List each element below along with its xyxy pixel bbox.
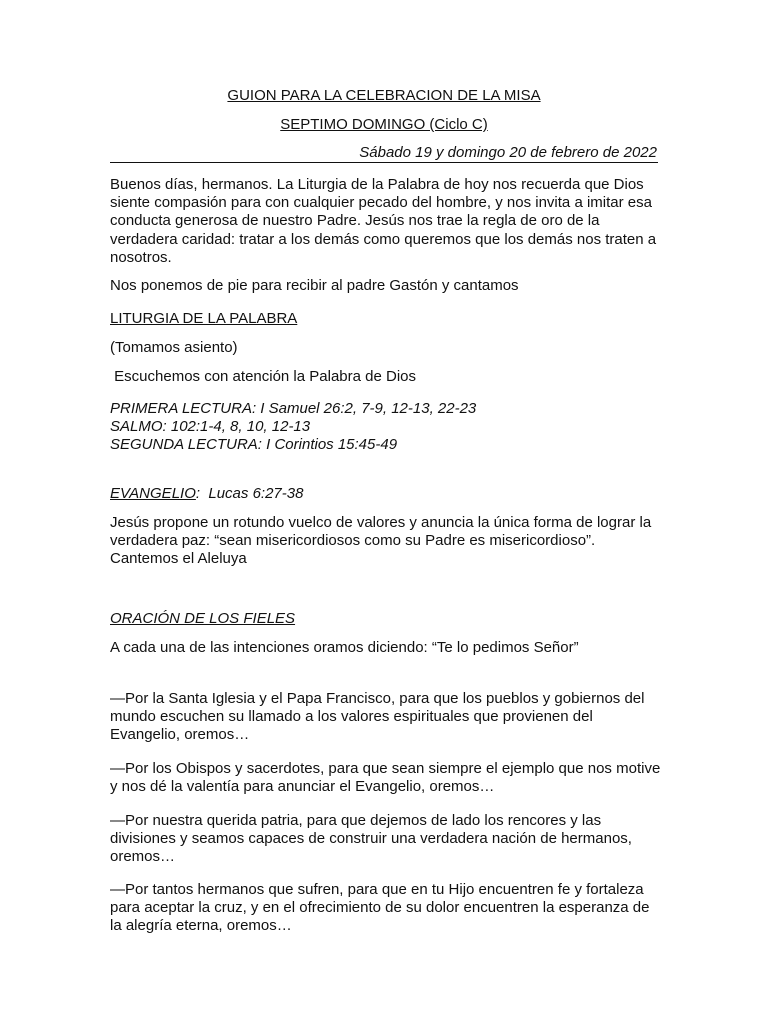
seated-instruction: (Tomamos asiento) — [110, 339, 238, 356]
prayer-intention-2: —Por los Obispos y sacerdotes, para que sean siempre el ejemplo que nos motive y nos dé la valentía para anunciar el Evangelio, oremos… — [110, 760, 661, 796]
prayers-response: A cada una de las intenciones oramos diciendo: “Te lo pedimos Señor” — [110, 639, 579, 656]
listen-instruction: Escuchemos con atención la Palabra de Dios — [110, 368, 417, 385]
header-divider — [110, 162, 658, 163]
prayers-heading: ORACIÓN DE LOS FIELES — [110, 610, 296, 627]
second-reading: SEGUNDA LECTURA: I Corintios 15:45-49 — [110, 436, 398, 453]
entrance-paragraph: Nos ponemos de pie para recibir al padre Gastón y cantamos — [110, 277, 519, 294]
first-reading: PRIMERA LECTURA: I Samuel 26:2, 7-9, 12-13, 22-23 — [110, 400, 477, 417]
gospel-label: EVANGELIO — [110, 485, 196, 502]
document-title: GUION PARA LA CELEBRACION DE LA MISA — [227, 87, 541, 104]
gospel-reference: : Lucas 6:27-38 — [195, 485, 304, 502]
liturgy-heading: LITURGIA DE LA PALABRA — [110, 310, 298, 327]
gospel-intro-paragraph: Jesús propone un rotundo vuelco de valores y anuncia la única forma de lograr la verdadera paz: “sean misericordiosos como su Padre es misericordioso”. Cantemos el Aleluya — [110, 514, 652, 568]
psalm: SALMO: 102:1-4, 8, 10, 12-13 — [110, 418, 311, 435]
celebration-date: Sábado 19 y domingo 20 de febrero de 2022 — [359, 144, 657, 161]
prayer-intention-3: —Por nuestra querida patria, para que dejemos de lado los rencores y las divisiones y seamos capaces de construir una verdadera nación de hermanos, oremos… — [110, 812, 632, 866]
document-subtitle: SEPTIMO DOMINGO (Ciclo C) — [280, 116, 488, 133]
gospel-line — [110, 485, 662, 503]
welcome-paragraph: Buenos días, hermanos. La Liturgia de la Palabra de hoy nos recuerda que Dios siente compasión para con cualquier pecado del hombre, y nos invita a imitar esa conducta generosa de nuestro Padre. Jesús nos trae la regla de oro de la verdadera caridad: tratar a los demás como queremos que los demás nos traten a nosotros. — [110, 176, 657, 266]
prayer-intention-4: —Por tantos hermanos que sufren, para que en tu Hijo encuentren fe y fortaleza para aceptar la cruz, y en el ofrecimiento de su dolor encuentren la esperanza de la alegría eterna, oremos… — [110, 881, 650, 935]
prayer-intention-1: —Por la Santa Iglesia y el Papa Francisco, para que los pueblos y gobiernos del mundo escuchen su llamado a los valores espirituales que provienen del Evangelio, oremos… — [110, 690, 645, 744]
